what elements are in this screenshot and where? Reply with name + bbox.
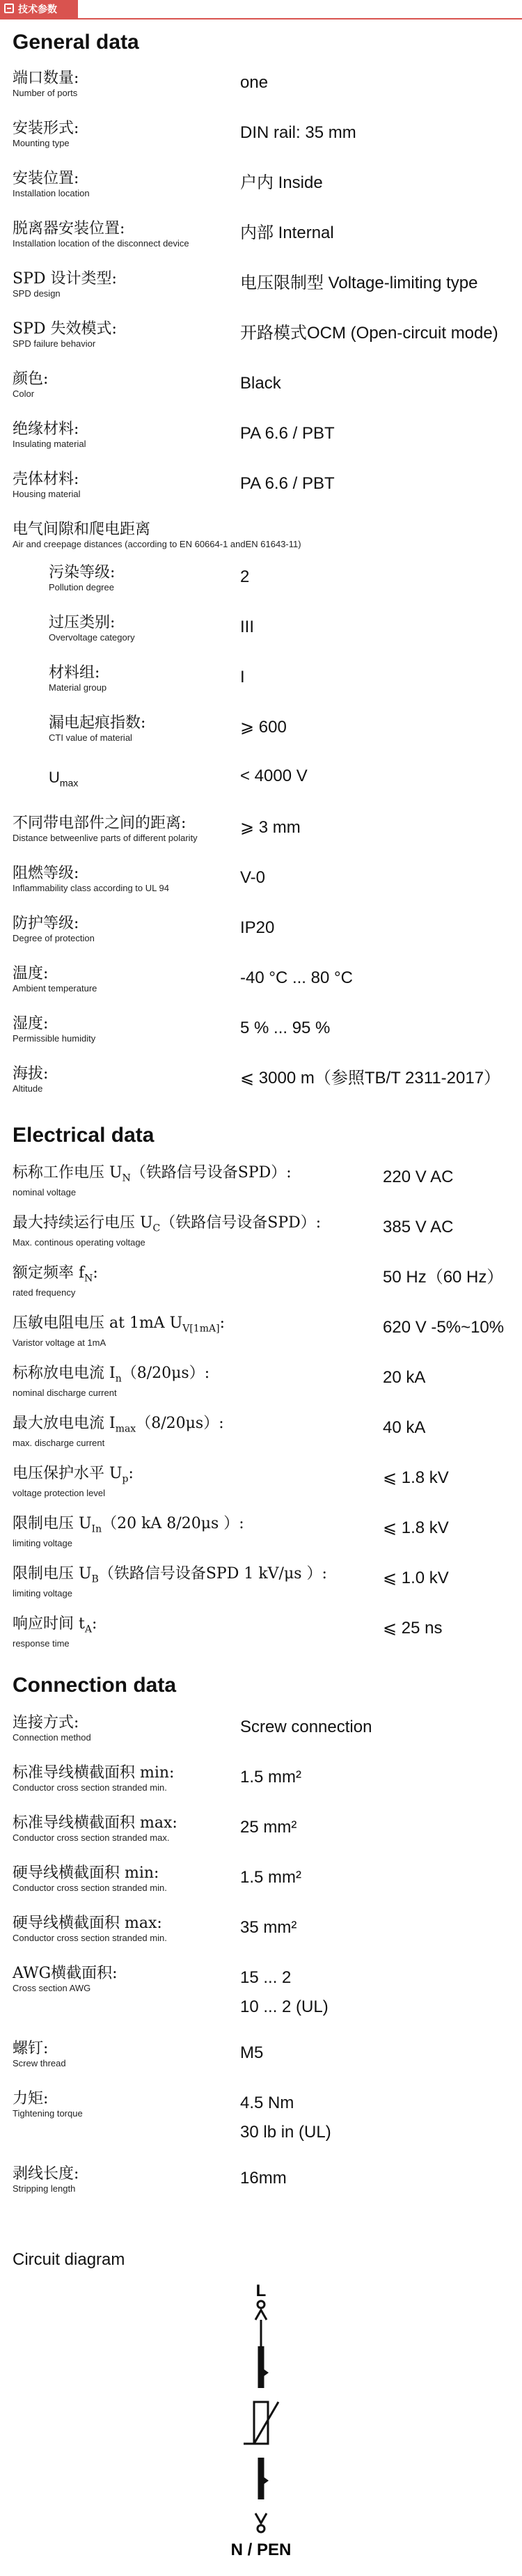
spec-value: ⩽ 1.8 kV <box>383 1518 449 1537</box>
document-icon <box>4 3 14 13</box>
spec-value: 电压限制型 Voltage-limiting type <box>240 274 478 292</box>
spec-label <box>49 664 522 693</box>
spec-label-zh: 壳体材料: <box>13 471 79 488</box>
label-text-suffix: : <box>219 1314 225 1332</box>
spec-label-en: nominal voltage <box>13 1187 77 1198</box>
circuit-diagram-title: Circuit diagram <box>13 2250 125 2269</box>
spec-label-zh: 防护等级: <box>13 915 79 932</box>
spec-value: DIN rail: 35 mm <box>240 123 356 142</box>
spec-value: PA 6.6 / PBT <box>240 474 335 493</box>
spec-label-zh: 安装形式: <box>13 120 79 137</box>
spec-value: one <box>240 73 269 92</box>
spec-label-en: Stripping length <box>13 2183 76 2194</box>
spec-row <box>13 2165 514 2194</box>
spec-label-en: Cross section AWG <box>13 1983 91 1993</box>
spec-label-en: Distance betweenlive parts of different polarity <box>13 833 198 843</box>
spec-label-en: Altitude <box>13 1083 43 1094</box>
spec-label <box>49 564 522 593</box>
spec-label <box>49 614 522 643</box>
spec-label-zh: SPD 设计类型: <box>13 270 117 288</box>
spec-label-en: Degree of protection <box>13 933 95 943</box>
spec-label-zh: 端口数量: <box>13 70 79 87</box>
spec-row <box>13 1314 514 1349</box>
spec-label-en: Screw thread <box>13 2058 66 2068</box>
terminal-label-l: L <box>255 2282 267 2300</box>
terminal-bottom-fork <box>255 2513 267 2523</box>
spec-label-zh: 材料组: <box>49 664 100 682</box>
spec-label-en: Max. continous operating voltage <box>13 1237 145 1248</box>
umax-value: < 4000 V <box>240 767 308 785</box>
spec-label-zh: 剥线长度: <box>13 2165 79 2183</box>
spec-label-zh: 力矩: <box>13 2090 49 2107</box>
spec-label-zh: 漏电起痕指数: <box>49 714 146 732</box>
spec-label-zh: 脱离器安装位置: <box>13 220 125 237</box>
label-text: 最大放电电流 I <box>13 1415 116 1432</box>
spec-label-zh: 温度: <box>13 965 49 982</box>
spec-label-zh: 湿度: <box>13 1015 49 1032</box>
spec-row <box>13 1814 514 1844</box>
label-text-suffix: （铁路信号设备SPD）: <box>160 1214 322 1232</box>
label-subscript: N <box>122 1172 131 1184</box>
spec-row <box>13 270 514 299</box>
spec-row <box>49 564 522 593</box>
spec-label-en: Overvoltage category <box>49 632 135 643</box>
spec-value: 20 kA <box>383 1368 426 1387</box>
spec-value: ⩽ 1.8 kV <box>383 1468 449 1487</box>
spec-label-en: Mounting type <box>13 138 70 148</box>
label-subscript: In <box>91 1523 102 1535</box>
spec-value: 1.5 mm² <box>240 1868 302 1887</box>
label-text-suffix: （20 kA 8/20μs ）: <box>102 1515 244 1532</box>
spec-label-en: Conductor cross section stranded min. <box>13 1782 167 1793</box>
terminal-top-fork <box>255 2310 267 2320</box>
spec-label-en: Color <box>13 388 35 399</box>
spec-row <box>13 1365 514 1399</box>
label-text-suffix: : <box>128 1465 134 1482</box>
spec-value: 户内 Inside <box>240 173 323 192</box>
umax-label <box>49 769 79 789</box>
spec-label-zh: AWG横截面积: <box>13 1965 118 1982</box>
label-subscript: p <box>122 1473 129 1485</box>
label-subscript: N <box>84 1273 93 1285</box>
spec-row <box>13 1615 514 1649</box>
spec-value: 620 V -5%~10% <box>383 1318 505 1337</box>
spec-label-en: Tightening torque <box>13 2108 83 2119</box>
spec-value: I <box>240 668 245 686</box>
spec-label-en: nominal discharge current <box>13 1388 117 1399</box>
spec-label-en: Varistor voltage at 1mA <box>13 1337 106 1349</box>
spec-row <box>49 714 522 744</box>
spec-value: 35 mm² <box>240 1918 297 1937</box>
spec-row <box>13 220 514 249</box>
spec-row <box>49 664 522 693</box>
label-text: 限制电压 U <box>13 1515 92 1532</box>
spec-label <box>13 1365 514 1399</box>
label-text: 响应时间 t <box>13 1615 85 1633</box>
spec-label-en: Installation location <box>13 188 90 198</box>
spec-row <box>13 1565 514 1599</box>
label-text: 额定频率 f <box>13 1264 85 1282</box>
spec-label-zh: 硬导线横截面积 max: <box>13 1915 162 1932</box>
spec-label-en: SPD design <box>13 288 61 299</box>
spec-row <box>13 2090 514 2142</box>
spec-label-zh: SPD 失效模式: <box>13 320 117 338</box>
spec-value-secondary: 10 ... 2 (UL) <box>240 1997 329 2016</box>
label-text-suffix: （8/20μs）: <box>121 1365 210 1382</box>
arrow-bottom <box>261 2475 269 2486</box>
spec-label-en: Connection method <box>13 1732 91 1743</box>
label-subscript: max <box>115 1423 136 1435</box>
spec-value-secondary: 30 lb in (UL) <box>240 2123 331 2142</box>
label-text-suffix: : <box>91 1615 97 1633</box>
spec-label-en: Number of ports <box>13 88 78 98</box>
spec-value: ⩽ 25 ns <box>383 1619 443 1638</box>
arrow-top <box>261 2367 269 2378</box>
label-subscript: V[1mA] <box>182 1323 220 1335</box>
clearance-label-zh: 电气间隙和爬电距离 <box>13 521 151 538</box>
clearance-label-en: Air and creepage distances (according to EN 60664-1 andEN 61643-11) <box>13 539 301 549</box>
spec-label <box>13 1415 514 1449</box>
spec-value: V-0 <box>240 868 266 887</box>
terminal-top <box>258 2301 264 2308</box>
spec-label-en: Insulating material <box>13 439 86 449</box>
general-data-title: General data <box>13 31 139 54</box>
spec-label-en: Conductor cross section stranded min. <box>13 1883 167 1893</box>
spec-row <box>13 370 514 400</box>
spec-row <box>13 1764 514 1793</box>
spec-label-en: response time <box>13 1638 70 1649</box>
spec-row <box>13 1065 514 1094</box>
section-tag-label: 技术参数 <box>18 3 57 15</box>
spec-label-zh: 标准导线横截面积 min: <box>13 1764 175 1782</box>
spec-value: III <box>240 618 255 636</box>
spec-label-en: Conductor cross section stranded min. <box>13 1933 167 1943</box>
label-text-suffix: （8/20μs）: <box>136 1415 224 1432</box>
spec-value: 25 mm² <box>240 1818 297 1837</box>
spec-row <box>13 2040 514 2069</box>
label-text-suffix: （铁路信号设备SPD 1 kV/μs ）: <box>98 1565 327 1582</box>
spec-value: ⩾ 3 mm <box>240 818 301 837</box>
label-text: 限制电压 U <box>13 1565 92 1582</box>
spec-row <box>13 1515 514 1549</box>
label-text: 标称工作电压 U <box>13 1164 122 1181</box>
spec-value: 15 ... 2 <box>240 1968 292 1987</box>
spec-row <box>49 614 522 643</box>
spec-row <box>13 170 514 199</box>
spec-row <box>13 421 514 450</box>
spec-label-zh: 颜色: <box>13 370 49 388</box>
spec-value: 50 Hz（60 Hz） <box>383 1268 504 1287</box>
spec-value: 内部 Internal <box>240 223 334 242</box>
varistor-slash <box>244 2402 278 2444</box>
spec-label-en: SPD failure behavior <box>13 338 96 349</box>
label-subscript: B <box>91 1573 99 1585</box>
spec-row <box>13 320 514 350</box>
spec-row <box>13 1015 514 1044</box>
spec-row <box>13 1164 514 1198</box>
label-subscript: A <box>84 1624 92 1635</box>
label-text-suffix: （铁路信号设备SPD）: <box>130 1164 292 1181</box>
spec-row <box>13 1714 514 1743</box>
spec-value: ⩽ 3000 m（参照TB/T 2311-2017） <box>240 1069 501 1087</box>
label-text: 最大持续运行电压 U <box>13 1214 153 1232</box>
spec-label-en: limiting voltage <box>13 1538 72 1549</box>
spec-label-en: Conductor cross section stranded max. <box>13 1832 170 1843</box>
spec-value: 开路模式OCM (Open-circuit mode) <box>240 324 498 343</box>
spec-label-zh: 连接方式: <box>13 1714 79 1731</box>
spec-value: 5 % ... 95 % <box>240 1019 331 1037</box>
spec-value: 1.5 mm² <box>240 1768 302 1786</box>
clearance-label <box>13 521 514 550</box>
spec-label-zh <box>13 1415 514 1438</box>
spec-label-zh: 污染等级: <box>49 564 116 581</box>
spec-value: -40 °C ... 80 °C <box>240 968 353 987</box>
spec-row <box>13 1864 514 1894</box>
spec-row-umax <box>49 769 522 788</box>
spec-label-en: Material group <box>49 682 107 693</box>
spec-row <box>13 915 514 944</box>
spec-value: 2 <box>240 567 250 586</box>
spec-label-en: max. discharge current <box>13 1438 105 1449</box>
umax-label-text: U <box>49 769 60 786</box>
terminal-bottom <box>258 2525 264 2532</box>
spec-row <box>13 815 514 844</box>
spec-label-zh: 绝缘材料: <box>13 421 79 438</box>
spec-row <box>13 865 514 894</box>
spec-row <box>13 1214 514 1248</box>
label-subscript: C <box>152 1223 161 1234</box>
spec-label-zh: 螺钉: <box>13 2040 49 2057</box>
spec-value: 385 V AC <box>383 1218 454 1236</box>
spec-row <box>13 1415 514 1449</box>
spec-row <box>13 471 514 500</box>
spec-label-zh: 阻燃等级: <box>13 865 79 882</box>
spec-label-en: Housing material <box>13 489 81 499</box>
label-text-suffix: : <box>93 1264 98 1282</box>
spec-label-en: CTI value of material <box>49 732 132 743</box>
spec-label-en: limiting voltage <box>13 1588 72 1599</box>
spec-value: PA 6.6 / PBT <box>240 424 335 443</box>
spec-value: Screw connection <box>240 1718 372 1736</box>
spec-label-en: voltage protection level <box>13 1488 105 1499</box>
spec-label-en: Inflammability class according to UL 94 <box>13 883 169 893</box>
spec-label-zh: 安装位置: <box>13 170 79 187</box>
spec-label-zh: 标准导线横截面积 max: <box>13 1814 177 1832</box>
spec-value: 16mm <box>240 2169 287 2188</box>
top-bar <box>0 0 522 19</box>
connection-data-title: Connection data <box>13 1674 177 1697</box>
label-text: 电压保护水平 U <box>13 1465 122 1482</box>
label-text: 标称放电电流 I <box>13 1365 116 1382</box>
section-tag <box>0 0 78 18</box>
spec-label-zh: 海拔: <box>13 1065 49 1083</box>
spec-value: 220 V AC <box>383 1168 454 1186</box>
spec-value: M5 <box>240 2043 264 2062</box>
label-subscript: n <box>115 1373 122 1385</box>
spec-label-en: Ambient temperature <box>13 983 97 994</box>
umax-label-subscript: max <box>59 777 79 789</box>
spec-label-zh: 过压类别: <box>49 614 116 631</box>
spec-value: IP20 <box>240 918 275 937</box>
circuit-diagram <box>216 2277 306 2569</box>
spec-row <box>13 1915 514 1944</box>
label-text: 压敏电阻电压 at 1mA U <box>13 1314 183 1332</box>
spec-label-zh: 硬导线横截面积 min: <box>13 1864 159 1882</box>
spec-value: ⩽ 1.0 kV <box>383 1569 449 1587</box>
spec-label-en: Pollution degree <box>49 582 114 592</box>
spec-value: 4.5 Nm <box>240 2094 294 2112</box>
spec-value: ⩾ 600 <box>240 718 287 737</box>
terminal-label-npen: N / PEN <box>230 2540 292 2559</box>
spec-label-en: Permissible humidity <box>13 1033 96 1044</box>
spec-label-zh <box>13 1365 514 1388</box>
spec-row <box>13 965 514 994</box>
spec-row <box>13 70 514 99</box>
clearance-heading <box>13 521 514 550</box>
spec-label-en: rated frequency <box>13 1287 76 1298</box>
spec-row <box>13 1465 514 1499</box>
spec-label-zh: 不同带电部件之间的距离: <box>13 815 187 832</box>
spec-value: 40 kA <box>383 1418 426 1437</box>
spec-row <box>13 1965 514 2016</box>
spec-value: Black <box>240 374 281 393</box>
electrical-data-title: Electrical data <box>13 1124 155 1147</box>
spec-label-en: Installation location of the disconnect device <box>13 238 189 249</box>
spec-row <box>13 1264 514 1298</box>
spec-row <box>13 120 514 149</box>
